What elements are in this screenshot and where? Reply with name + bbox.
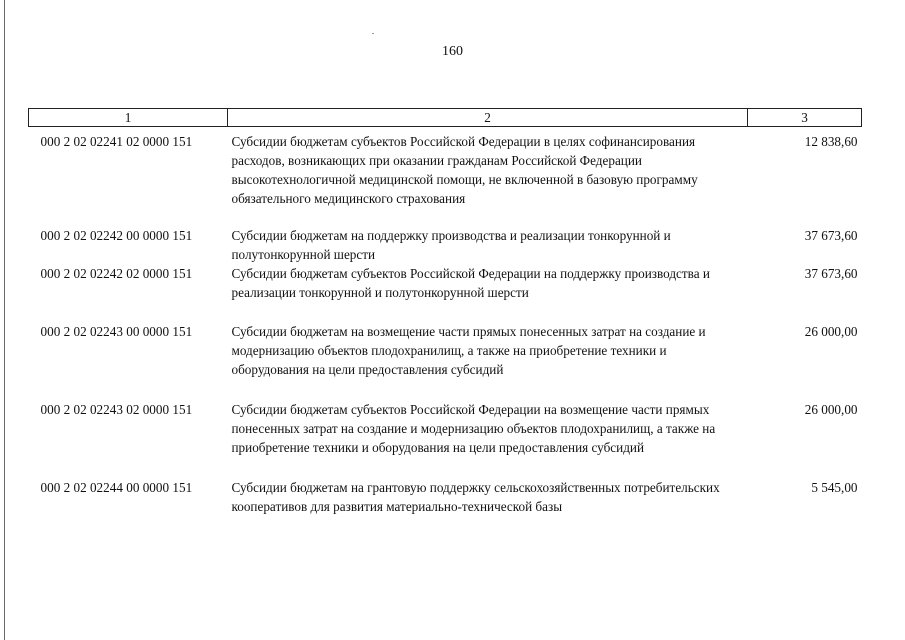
table-row [29,322,862,400]
scan-speck [372,33,374,34]
budget-amount: 5 545,00 [811,479,858,495]
budget-amount: 12 838,60 [804,134,858,149]
table-row [29,478,862,516]
budget-item-name: Субсидии бюджетам на возмещение части прямых понесенных затрат на создание и модернизацию объектов плодохранилищ, а также на приобретение техники и оборудования на цели предоставления субсидий [231,323,706,377]
column-header-2: 2 [228,109,748,127]
page-edge-line [4,0,5,640]
budget-code: 000 2 02 02242 00 0000 151 [40,227,193,243]
column-header-1: 1 [29,109,228,127]
table-header-row [29,109,862,127]
budget-code: 000 2 02 02243 00 0000 151 [40,323,193,339]
budget-item-name: Субсидии бюджетам субъектов Российской Федерации в целях софинансирования расходов, возникающих при оказании гражданам Российской Федерации высокотехнологичной медицинской помощи, не включенной в базовую программу обязательного медицинского страхования [231,134,698,206]
budget-table [28,108,862,516]
budget-code: 000 2 02 02243 02 0000 151 [40,401,193,417]
budget-item-name: Субсидии бюджетам субъектов Российской Федерации на поддержку производства и реализации тонкорунной и полутонкорунной шерсти [231,265,710,300]
page-number: 160 [442,44,463,59]
budget-amount: 26 000,00 [804,401,858,417]
budget-code: 000 2 02 02242 02 0000 151 [40,265,193,281]
table-row [29,127,862,226]
budget-code: 000 2 02 02244 00 0000 151 [40,479,193,495]
budget-item-name: Субсидии бюджетам субъектов Российской Федерации на возмещение части прямых понесенных затрат на создание и модернизацию объектов плодохранилищ, а также на приобретение техники и оборудования на цели предоставления субсидий [231,401,716,455]
table-row [29,400,862,478]
budget-amount: 26 000,00 [804,323,858,339]
budget-amount: 37 673,60 [804,265,858,281]
column-header-3: 3 [748,109,862,127]
table-row [29,264,862,322]
table-row [29,226,862,264]
budget-item-name: Субсидии бюджетам на поддержку производства и реализации тонкорунной и полутонкорунной шерсти [231,227,671,262]
budget-item-name: Субсидии бюджетам на грантовую поддержку сельскохозяйственных потребительских кооперативов для развития материально-технической базы [231,479,720,514]
budget-code: 000 2 02 02241 02 0000 151 [40,134,193,149]
budget-amount: 37 673,60 [804,227,858,243]
